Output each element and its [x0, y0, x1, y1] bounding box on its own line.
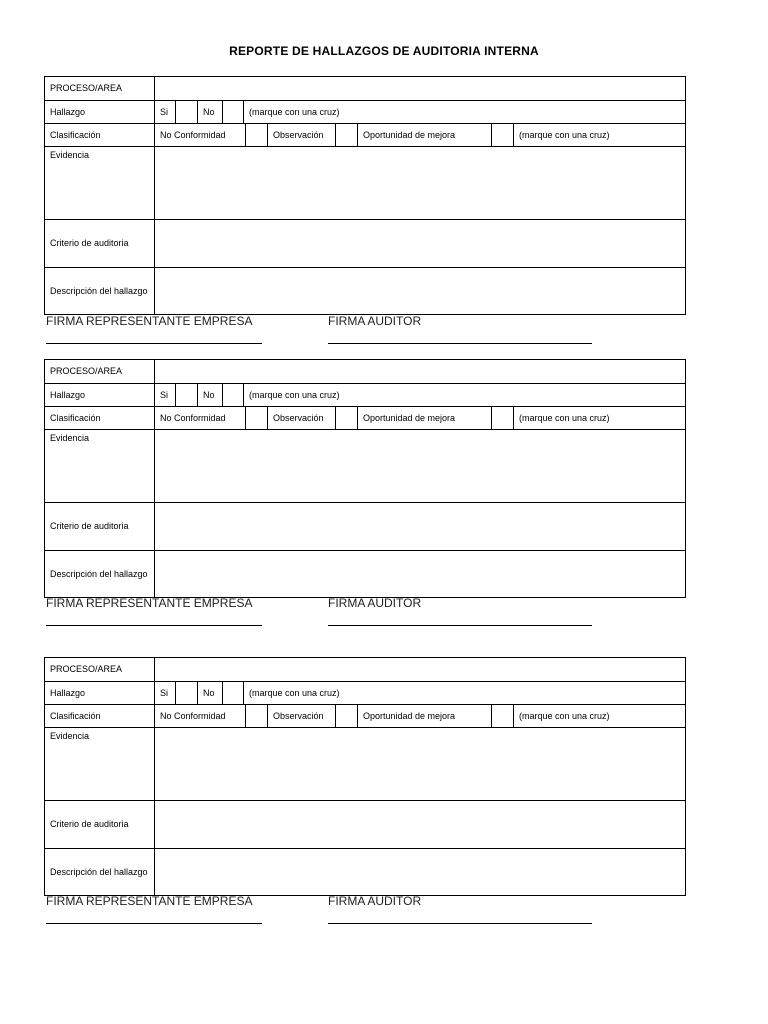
proceso-row — [45, 77, 685, 100]
proceso-field[interactable] — [154, 658, 685, 681]
firma-auditor-line[interactable] — [328, 923, 592, 924]
descripcion-row — [45, 848, 685, 895]
evidencia-field[interactable] — [154, 147, 685, 219]
no-label: No — [197, 384, 222, 406]
proceso-row — [45, 658, 685, 681]
no-label: No — [197, 101, 222, 123]
proceso-label: PROCESO/AREA — [50, 664, 123, 674]
observacion-checkbox[interactable] — [335, 407, 357, 429]
criterio-row — [45, 502, 685, 550]
hallazgo-row — [45, 383, 685, 406]
no-checkbox[interactable] — [222, 384, 243, 406]
descripcion-field[interactable] — [154, 849, 685, 895]
no-checkbox[interactable] — [222, 682, 243, 704]
criterio-row — [45, 219, 685, 267]
oportunidad-label: Oportunidad de mejora — [357, 124, 491, 146]
no-label: No — [197, 682, 222, 704]
proceso-field[interactable] — [154, 77, 685, 100]
criterio-field[interactable] — [154, 220, 685, 267]
evidencia-field[interactable] — [154, 728, 685, 800]
clasificacion-label: Clasificación — [50, 129, 101, 140]
oportunidad-label: Oportunidad de mejora — [357, 705, 491, 727]
proceso-row — [45, 360, 685, 383]
no-conformidad-label: No Conformidad — [154, 407, 245, 429]
oportunidad-checkbox[interactable] — [491, 705, 513, 727]
proceso-field[interactable] — [154, 360, 685, 383]
no-conformidad-label: No Conformidad — [154, 124, 245, 146]
hallazgo-row — [45, 681, 685, 704]
firma-empresa-line[interactable] — [46, 343, 262, 344]
oportunidad-checkbox[interactable] — [491, 407, 513, 429]
finding-form-2 — [44, 359, 686, 598]
criterio-label: Criterio de auditoria — [50, 238, 129, 248]
descripcion-label: Descripción del hallazgo — [50, 866, 148, 877]
firma-empresa-label: FIRMA REPRESENTANTE EMPRESA — [46, 596, 253, 610]
firma-auditor-line[interactable] — [328, 343, 592, 344]
clasificacion-label: Clasificación — [50, 710, 101, 721]
marque-hint: (marque con una cruz) — [513, 407, 685, 429]
firma-auditor-line[interactable] — [328, 625, 592, 626]
si-label: Si — [154, 384, 175, 406]
evidencia-label: Evidencia — [50, 150, 90, 160]
descripcion-row — [45, 267, 685, 314]
marque-hint: (marque con una cruz) — [513, 705, 685, 727]
observacion-label: Observación — [267, 407, 335, 429]
si-checkbox[interactable] — [175, 384, 197, 406]
hallazgo-row — [45, 100, 685, 123]
criterio-label: Criterio de auditoria — [50, 521, 129, 531]
descripcion-label: Descripción del hallazgo — [50, 568, 148, 579]
firma-auditor-label: FIRMA AUDITOR — [328, 894, 422, 908]
clasificacion-row — [45, 704, 685, 727]
firma-empresa-label: FIRMA REPRESENTANTE EMPRESA — [46, 894, 253, 908]
proceso-label: PROCESO/AREA — [50, 366, 123, 376]
si-checkbox[interactable] — [175, 682, 197, 704]
clasificacion-label: Clasificación — [50, 412, 101, 423]
no-conformidad-label: No Conformidad — [154, 705, 245, 727]
criterio-field[interactable] — [154, 503, 685, 550]
finding-form-1 — [44, 76, 686, 315]
hallazgo-label: Hallazgo — [50, 687, 86, 698]
criterio-label: Criterio de auditoria — [50, 819, 129, 829]
proceso-label: PROCESO/AREA — [50, 83, 123, 93]
firma-auditor-label: FIRMA AUDITOR — [328, 596, 422, 610]
no-conformidad-checkbox[interactable] — [245, 705, 267, 727]
hallazgo-label: Hallazgo — [50, 389, 86, 400]
no-conformidad-checkbox[interactable] — [245, 407, 267, 429]
evidencia-row — [45, 429, 685, 502]
marque-hint: (marque con una cruz) — [243, 682, 685, 704]
descripcion-label: Descripción del hallazgo — [50, 285, 148, 296]
si-checkbox[interactable] — [175, 101, 197, 123]
firma-empresa-label: FIRMA REPRESENTANTE EMPRESA — [46, 314, 253, 328]
si-label: Si — [154, 682, 175, 704]
evidencia-row — [45, 727, 685, 800]
observacion-label: Observación — [267, 124, 335, 146]
descripcion-field[interactable] — [154, 551, 685, 597]
firma-empresa-line[interactable] — [46, 923, 262, 924]
clasificacion-row — [45, 406, 685, 429]
evidencia-label: Evidencia — [50, 433, 90, 443]
page-title: REPORTE DE HALLAZGOS DE AUDITORIA INTERNA — [229, 44, 539, 58]
marque-hint: (marque con una cruz) — [243, 101, 685, 123]
firma-auditor-label: FIRMA AUDITOR — [328, 314, 422, 328]
descripcion-row — [45, 550, 685, 597]
criterio-row — [45, 800, 685, 848]
clasificacion-row — [45, 123, 685, 146]
si-label: Si — [154, 101, 175, 123]
hallazgo-label: Hallazgo — [50, 106, 86, 117]
evidencia-row — [45, 146, 685, 219]
finding-form-3 — [44, 657, 686, 896]
marque-hint: (marque con una cruz) — [243, 384, 685, 406]
no-checkbox[interactable] — [222, 101, 243, 123]
observacion-label: Observación — [267, 705, 335, 727]
marque-hint: (marque con una cruz) — [513, 124, 685, 146]
no-conformidad-checkbox[interactable] — [245, 124, 267, 146]
evidencia-field[interactable] — [154, 430, 685, 502]
criterio-field[interactable] — [154, 801, 685, 848]
firma-empresa-line[interactable] — [46, 625, 262, 626]
oportunidad-checkbox[interactable] — [491, 124, 513, 146]
descripcion-field[interactable] — [154, 268, 685, 314]
evidencia-label: Evidencia — [50, 731, 90, 741]
observacion-checkbox[interactable] — [335, 705, 357, 727]
oportunidad-label: Oportunidad de mejora — [357, 407, 491, 429]
observacion-checkbox[interactable] — [335, 124, 357, 146]
